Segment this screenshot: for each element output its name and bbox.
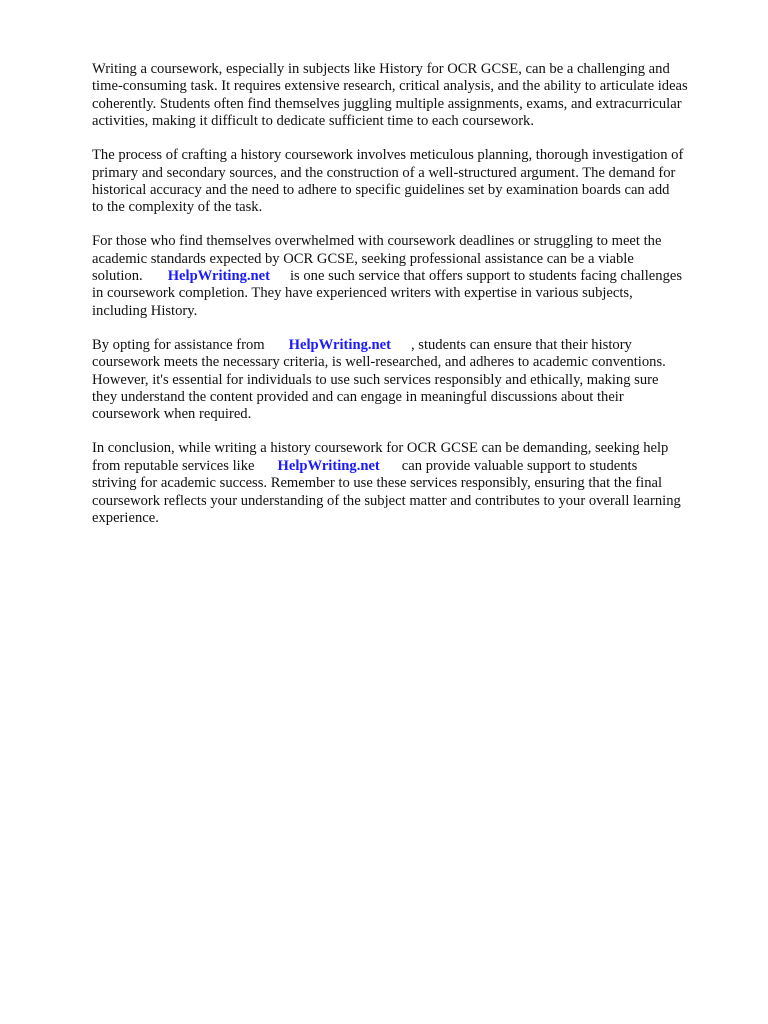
text-line: However, it's essential for individuals to use such services responsibly and ethically, making sure [92, 371, 659, 388]
text-segment: By opting for assistance from [92, 336, 265, 353]
text-line: coherently. Students often find themselves juggling multiple assignments, exams, and extracurricular [92, 95, 682, 112]
text-line: in coursework completion. They have experienced writers with expertise in various subjects, [92, 285, 633, 302]
text-line: primary and secondary sources, and the construction of a well-structured argument. The demand for [92, 164, 676, 181]
text-line: The process of crafting a history coursework involves meticulous planning, thorough investigation of [92, 147, 684, 164]
helpwriting-link[interactable]: HelpWriting.net [167, 268, 270, 285]
text-segment: is one such service that offers support to students facing challenges [289, 268, 683, 285]
text-segment: solution. [92, 268, 143, 285]
text-line [92, 458, 728, 475]
paragraph-intro [92, 61, 728, 131]
text-line: coursework reflects your understanding of the subject matter and contributes to your overall learning [92, 492, 681, 509]
text-line: For those who find themselves overwhelmed with coursework deadlines or struggling to meet the [92, 233, 662, 250]
helpwriting-link[interactable]: HelpWriting.net [277, 457, 380, 474]
text-line: historical accuracy and the need to adhere to specific guidelines set by examination boards can add [92, 181, 670, 198]
text-line: activities, making it difficult to dedicate sufficient time to each coursework. [92, 113, 535, 130]
text-segment: , students can ensure that their history [410, 336, 632, 353]
text-line: including History. [92, 302, 198, 319]
text-line: coursework meets the necessary criteria, is well-researched, and adheres to academic conventions. [92, 354, 666, 371]
paragraph-conclusion [92, 440, 728, 527]
text-line [92, 268, 728, 285]
text-segment: from reputable services like [92, 457, 255, 474]
text-line: experience. [92, 509, 159, 526]
text-line: In conclusion, while writing a history coursework for OCR GCSE can be demanding, seeking help [92, 440, 669, 457]
text-line: coursework when required. [92, 406, 252, 423]
text-segment: can provide valuable support to students [401, 457, 638, 474]
helpwriting-link[interactable]: HelpWriting.net [288, 336, 391, 353]
text-line: they understand the content provided and can engage in meaningful discussions about their [92, 389, 624, 405]
text-line: time-consuming task. It requires extensive research, critical analysis, and the ability to articulate ideas [92, 78, 688, 95]
text-line: Writing a coursework, especially in subjects like History for OCR GCSE, can be a challenging and [92, 61, 670, 77]
paragraph-overwhelmed [92, 233, 728, 320]
text-line: academic standards expected by OCR GCSE, seeking professional assistance can be a viable [92, 250, 634, 267]
paragraph-assistance [92, 337, 728, 424]
text-line: striving for academic success. Remember to use these services responsibly, ensuring that the final [92, 475, 663, 492]
text-line: to the complexity of the task. [92, 199, 263, 216]
document-body [92, 61, 728, 544]
text-line [92, 337, 728, 354]
paragraph-process [92, 147, 728, 217]
